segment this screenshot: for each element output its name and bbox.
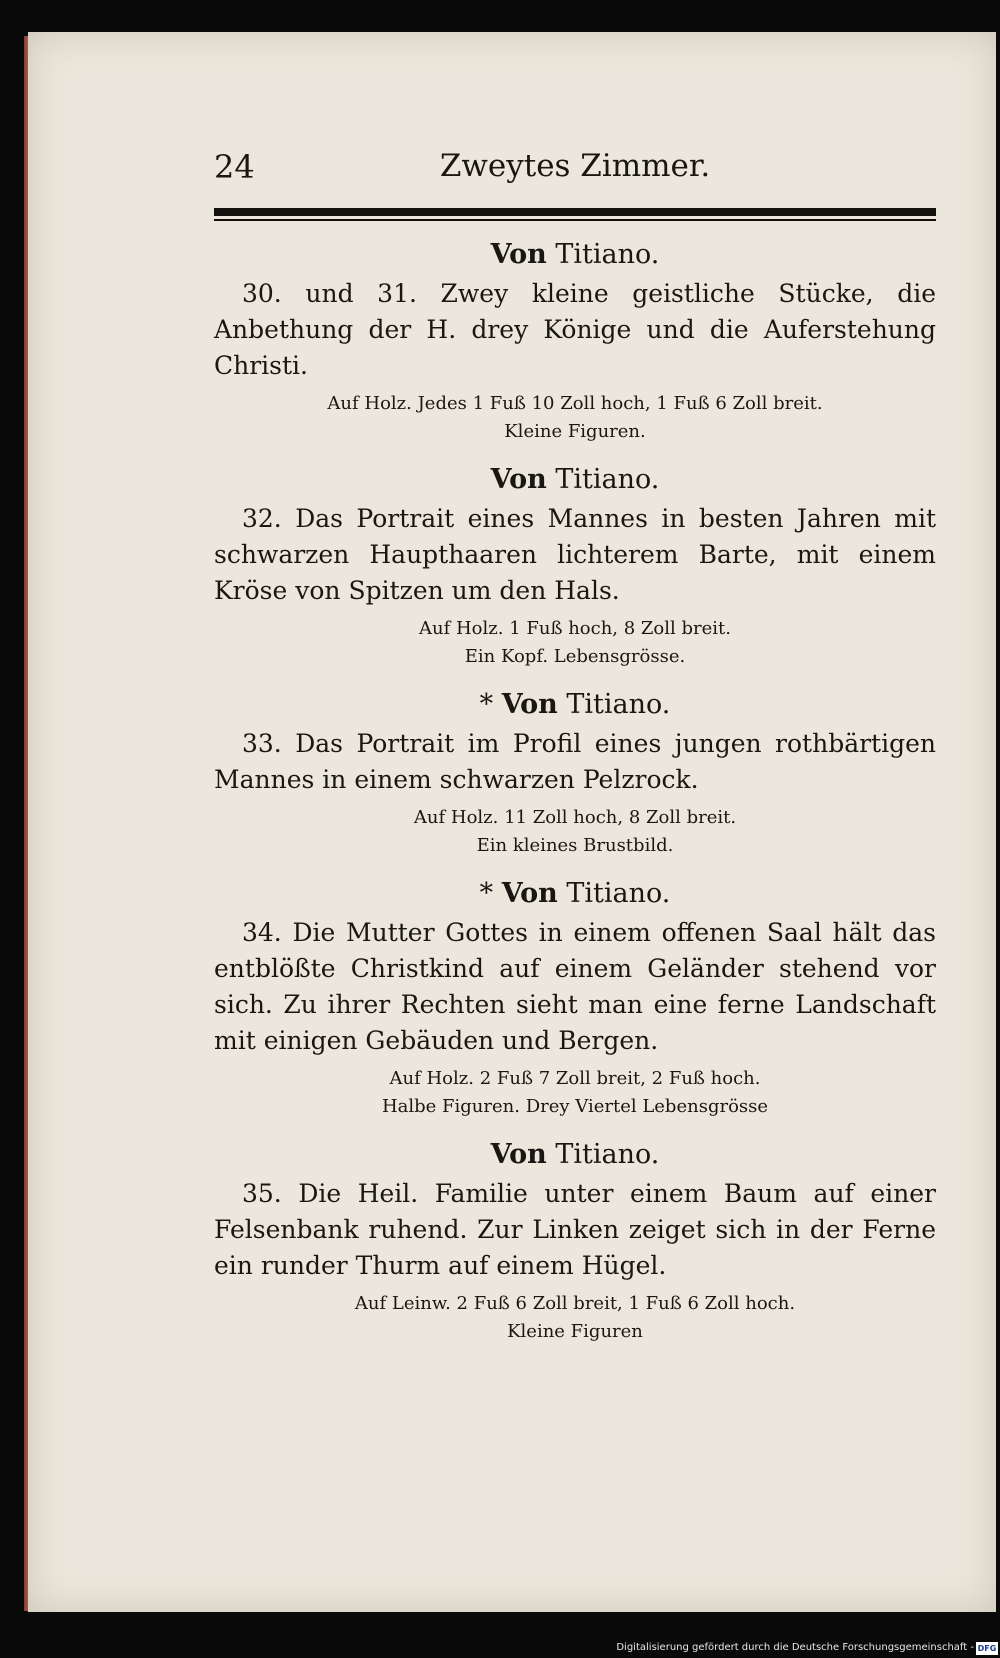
entry-artist: Titiano.	[555, 464, 660, 495]
header-rule-thin	[214, 219, 936, 221]
footer-bar	[0, 1640, 1000, 1658]
entry-von: Von	[501, 878, 558, 909]
entry-artist: Titiano.	[566, 689, 671, 720]
entry-artist: Titiano.	[566, 878, 671, 909]
entry-medium: Auf Leinw. 2 Fuß 6 Zoll breit, 1 Fuß 6 Zoll hoch.	[354, 1293, 796, 1314]
entry-body: 30. und 31. Zwey kleine geistliche Stücke, die Anbethung der H. drey Könige und die Auferstehung Christi.	[214, 279, 936, 380]
entry-marker: *	[479, 878, 494, 909]
entry-von: Von	[490, 1139, 547, 1170]
entry-body: 32. Das Portrait eines Mannes in besten Jahren mit schwarzen Haupthaaren lichterem Barte, mit einem Kröse von Spitzen um den Hals.	[214, 504, 936, 605]
entry-body: 33. Das Portrait im Profil eines jungen rothbärtigen Mannes in einem schwarzen Pelzrock.	[214, 729, 936, 794]
page-number: 24	[214, 148, 255, 186]
entry-heading	[214, 239, 936, 270]
entry-artist: Titiano.	[555, 239, 660, 270]
catalog-entry	[214, 239, 936, 446]
catalog-entry	[214, 1139, 936, 1346]
entry-medium: Auf Holz. 2 Fuß 7 Zoll breit, 2 Fuß hoch.	[389, 1068, 761, 1089]
page-header	[214, 148, 936, 196]
entry-heading	[214, 464, 936, 495]
entry-body: 34. Die Mutter Gottes in einem offenen Saal hält das entblößte Christkind auf einem Geländer stehend vor sich. Zu ihrer Rechten sieht man eine ferne Landschaft mit einigen Gebäuden und Bergen.	[214, 918, 936, 1055]
entry-marker: *	[479, 689, 494, 720]
catalog-entry	[214, 689, 936, 860]
dfg-logo: DFG	[977, 1644, 997, 1653]
entry-notes: Halbe Figuren. Drey Viertel Lebensgrösse	[381, 1096, 769, 1117]
catalog-entry	[214, 878, 936, 1121]
header-rule-thick	[214, 208, 936, 216]
running-head: Zweytes Zimmer.	[439, 148, 711, 184]
entry-notes: Ein Kopf. Lebensgrösse.	[464, 646, 686, 667]
entry-notes: Ein kleines Brustbild.	[476, 835, 674, 856]
entry-von: Von	[501, 689, 558, 720]
page-text	[214, 148, 936, 1346]
entry-notes: Kleine Figuren.	[504, 421, 646, 442]
entry-von: Von	[490, 464, 547, 495]
entry-medium: Auf Holz. 1 Fuß hoch, 8 Zoll breit.	[419, 618, 731, 639]
catalog-entry	[214, 464, 936, 671]
entry-von: Von	[490, 239, 547, 270]
entry-heading	[214, 1139, 936, 1170]
digitization-credit: Digitalisierung gefördert durch die Deutsche Forschungsgemeinschaft -	[616, 1642, 974, 1653]
entry-heading	[214, 878, 936, 909]
entry-medium: Auf Holz. 11 Zoll hoch, 8 Zoll breit.	[413, 807, 737, 828]
entry-notes: Kleine Figuren	[507, 1321, 643, 1342]
entry-medium: Auf Holz. Jedes 1 Fuß 10 Zoll hoch, 1 Fuß 6 Zoll breit.	[327, 393, 823, 414]
entry-artist: Titiano.	[555, 1139, 660, 1170]
entry-body: 35. Die Heil. Familie unter einem Baum auf einer Felsenbank ruhend. Zur Linken zeiget sich in der Ferne ein runder Thurm auf einem Hügel.	[214, 1179, 936, 1280]
entry-heading	[214, 689, 936, 720]
